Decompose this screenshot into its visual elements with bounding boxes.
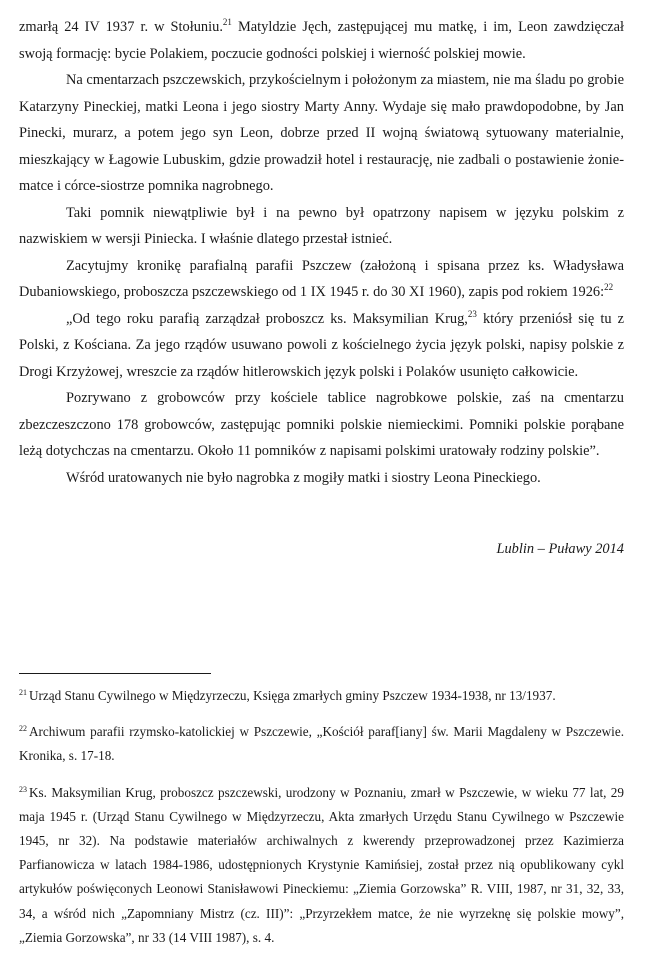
paragraph-4-text: Zacytujmy kronikę parafialną parafii Pszczew (założoną i spisana przez ks. Władysława Dubaniowskiego, proboszcza pszczewskiego od 1 IX 1945 r. do 30 XI 1960), zapis pod rokiem 1926:	[19, 257, 624, 300]
footnote-number: 22	[19, 724, 27, 734]
place-date-signature: Lublin – Puławy 2014	[496, 541, 624, 557]
paragraph-2: Na cmentarzach pszczewskich, przykościelnym i położonym za miastem, nie ma śladu po grobie Katarzyny Pineckiej, matki Leona i jego siostry Marty Anny. Wydaje się mało prawdopodobne, by Jan Pinecki, murarz, a potem jego syn Leon, dobrze przed II wojną światową sytuowany materialnie, mieszkający w Łagowie Lubuskim, gdzie prowadził hotel i restaurację, nie zadbali o postawienie żonie-matce i córce-siostrze pomnika nagrobnego.	[19, 72, 624, 194]
footnote-22	[19, 720, 624, 768]
footnote-text: Urząd Stanu Cywilnego w Międzyrzeczu, Księga zmarłych gminy Pszczew 1934-1938, nr 13/1937.	[29, 688, 556, 703]
footnote-ref-23: 23	[467, 308, 477, 319]
footnotes	[19, 684, 624, 950]
footnote-number: 21	[19, 688, 27, 697]
footnote-ref-22: 22	[604, 282, 614, 292]
main-text	[19, 14, 624, 491]
paragraph-5-text-b: który przeniósł się tu z Polski, z Kościana. Za jego rządów usuwano powoli z kościelnego życia język polski, napisy polskie z Drogi Krzyżowej, wreszcie za rządów hitlerowskich język polski i Polaków usunięto całkowicie.	[19, 310, 624, 380]
paragraph-6: Pozrywano z grobowców przy kościele tablice nagrobkowe polskie, zaś na cmentarzu zbezczeszczono 178 grobowców, zastępując pomniki polskie niemieckimi. Pomniki polskie porąbane leżą dotychczas na cmentarzu. Około 11 pomników z napisami polskimi uratowały rodziny polskie”.	[19, 390, 624, 459]
paragraph-1-text-a: zmarłą 24 IV 1937 r. w Stołuniu.	[19, 19, 223, 35]
footnote-separator	[19, 673, 211, 674]
footnote-23	[19, 781, 624, 950]
paragraph-1	[19, 14, 624, 67]
paragraph-1-text-b: Matyldzie Jęch, zastępującej mu matkę, i im, Leon zawdzięczał swoją formację: bycie Polakiem, poczucie godności polskiej i wierność polskiej mowie.	[19, 19, 624, 62]
footnote-number: 23	[19, 784, 27, 794]
footnote-ref-21: 21	[222, 17, 232, 27]
paragraph-5	[19, 306, 624, 386]
footnote-text: Ks. Maksymilian Krug, proboszcz pszczewski, urodzony w Poznaniu, zmarł w Pszczewie, w wieku 77 lat, 29 maja 1945 r. (Urząd Stanu Cywilnego w Międzyrzeczu, Akta zmarłych Urzędu Stanu Cywilnego w Pszczewie 1945, nr 32). Na podstawie materiałów archiwalnych z kwerendy przeprowadzonej przez Kazimierza Parfianowicza w latach 1984-1986, udostępnionych Krystynie Kamińsiej, został przez nią opublikowany cykl artykułów poświęconych Leonowi Stanisławowi Pineckiemu: „Ziemia Gorzowska” R. VIII, 1987, nr 31, 32, 33, 34, a wśród nich „Zapomniany Mistrz (cz. III)”: „Przyrzekłem matce, że nie wyrzeknę się polskie mowy”, „Ziemia Gorzowska”, nr 33 (14 VIII 1987), s. 4.	[19, 784, 624, 945]
paragraph-7: Wśród uratowanych nie było nagrobka z mogiły matki i siostry Leona Pineckiego.	[66, 469, 541, 486]
paragraph-3: Taki pomnik niewątpliwie był i na pewno był opatrzony napisem w języku polskim z nazwiskiem w wersji Piniecka. I właśnie dlatego przestał istnieć.	[19, 204, 624, 247]
paragraph-4	[19, 253, 624, 306]
footnote-text: Archiwum parafii rzymsko-katolickiej w Pszczewie, „Kościół paraf[iany] św. Marii Magdaleny w Pszczewie. Kronika, s. 17-18.	[19, 724, 624, 764]
footnote-21	[19, 684, 624, 708]
paragraph-5-text-a: „Od tego roku parafią zarządzał proboszcz ks. Maksymilian Krug,	[66, 310, 468, 327]
